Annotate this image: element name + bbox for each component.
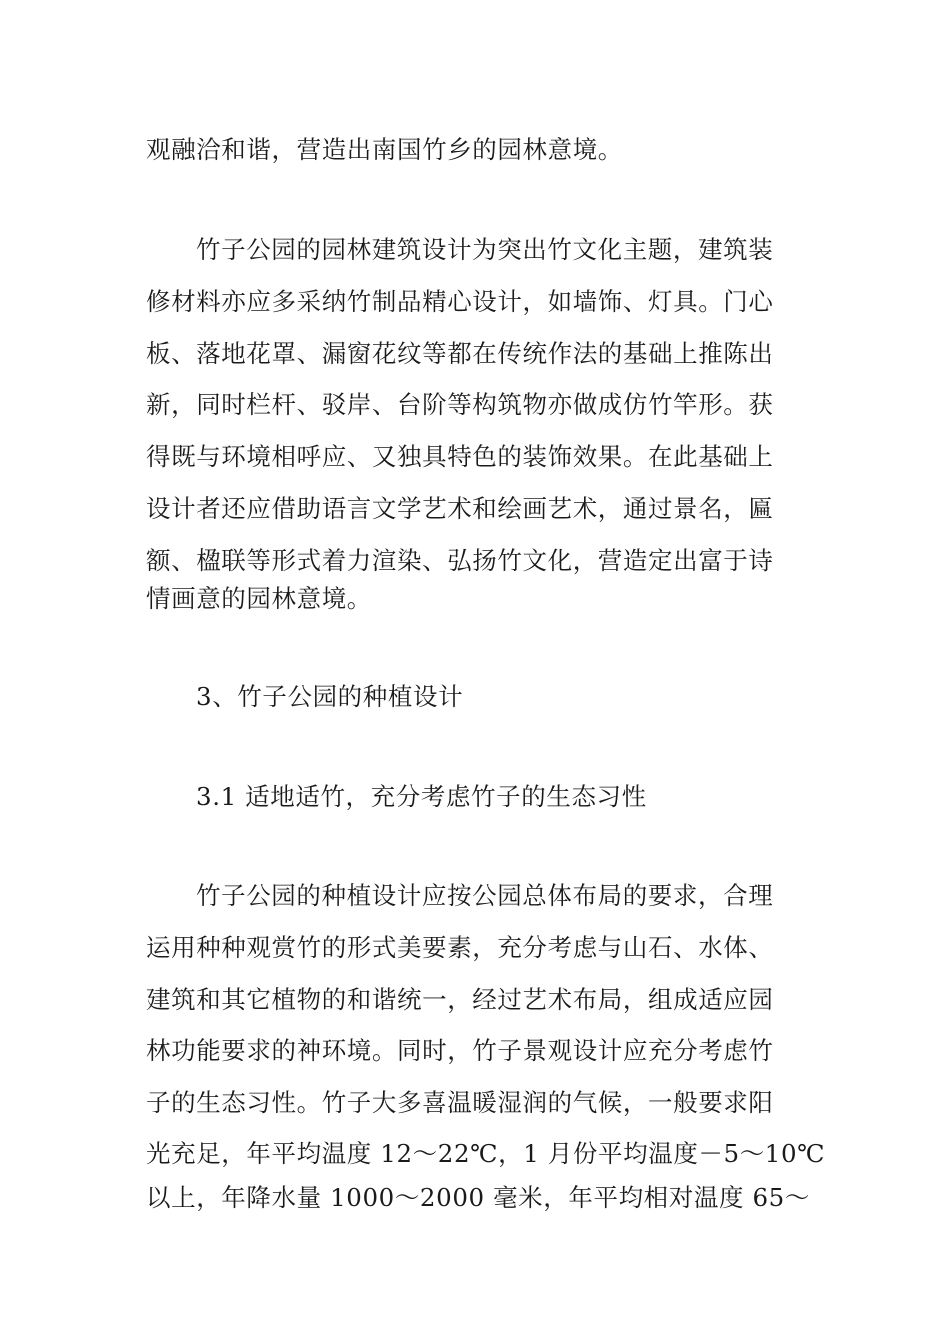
paragraph-2-line-5: 得既与环境相呼应、又独具特色的装饰效果。在此基础上: [146, 442, 774, 471]
paragraph-3-line-3: 建筑和其它植物的和谐统一，经过艺术布局，组成适应园: [146, 985, 774, 1014]
paragraph-1-line-1: 观融洽和谐，营造出南国竹乡的园林意境。: [146, 135, 623, 164]
paragraph-3-line-6: 光充足，年平均温度 12～22℃，1 月份平均温度－5～10℃: [146, 1139, 826, 1168]
paragraph-3-line-1: 竹子公园的种植设计应按公园总体布局的要求，合理: [196, 881, 774, 910]
paragraph-3-line-4: 林功能要求的衶环境。同时，竹子景观设计应充分考虑竹: [146, 1036, 774, 1065]
paragraph-2-line-2: 修材料亦应多采纳竹制品精心设计，如墙饰、灯具。门心: [146, 287, 774, 316]
section-heading-3-1: 3.1 适地适竹，充分考虑竹子的生态习性: [196, 782, 647, 811]
paragraph-2-line-7: 额、楹联等形式着力渲染、弘扬竹文化，营造定出富于诗: [146, 546, 774, 575]
paragraph-2-line-6: 设计者还应借助语言文学艺术和绘画艺术，通过景名，匾: [146, 494, 774, 523]
paragraph-2-line-3: 板、落地花罩、漏窗花纹等都在传统作法的基础上推陈出: [146, 339, 774, 368]
paragraph-2-line-8: 情画意的园林意境。: [146, 584, 372, 613]
paragraph-2-line-4: 新，同时栏杆、驳岸、台阶等构筑物亦做成仿竹竿形。获: [146, 390, 774, 419]
paragraph-3-line-2: 运用种种观赏竹的形式美要素，充分考虑与山石、水体、: [146, 933, 774, 962]
paragraph-3-line-5: 子的生态习性。竹子大多喜温暖湿润的气候，一般要求阳: [146, 1088, 774, 1117]
section-heading-3: 3、竹子公园的种植设计: [196, 682, 464, 711]
paragraph-2-line-1: 竹子公园的园林建筑设计为突出竹文化主题，建筑装: [196, 235, 774, 264]
paragraph-3-line-7: 以上，年降水量 1000～2000 毫米，年平均相对温度 65～: [146, 1183, 810, 1212]
